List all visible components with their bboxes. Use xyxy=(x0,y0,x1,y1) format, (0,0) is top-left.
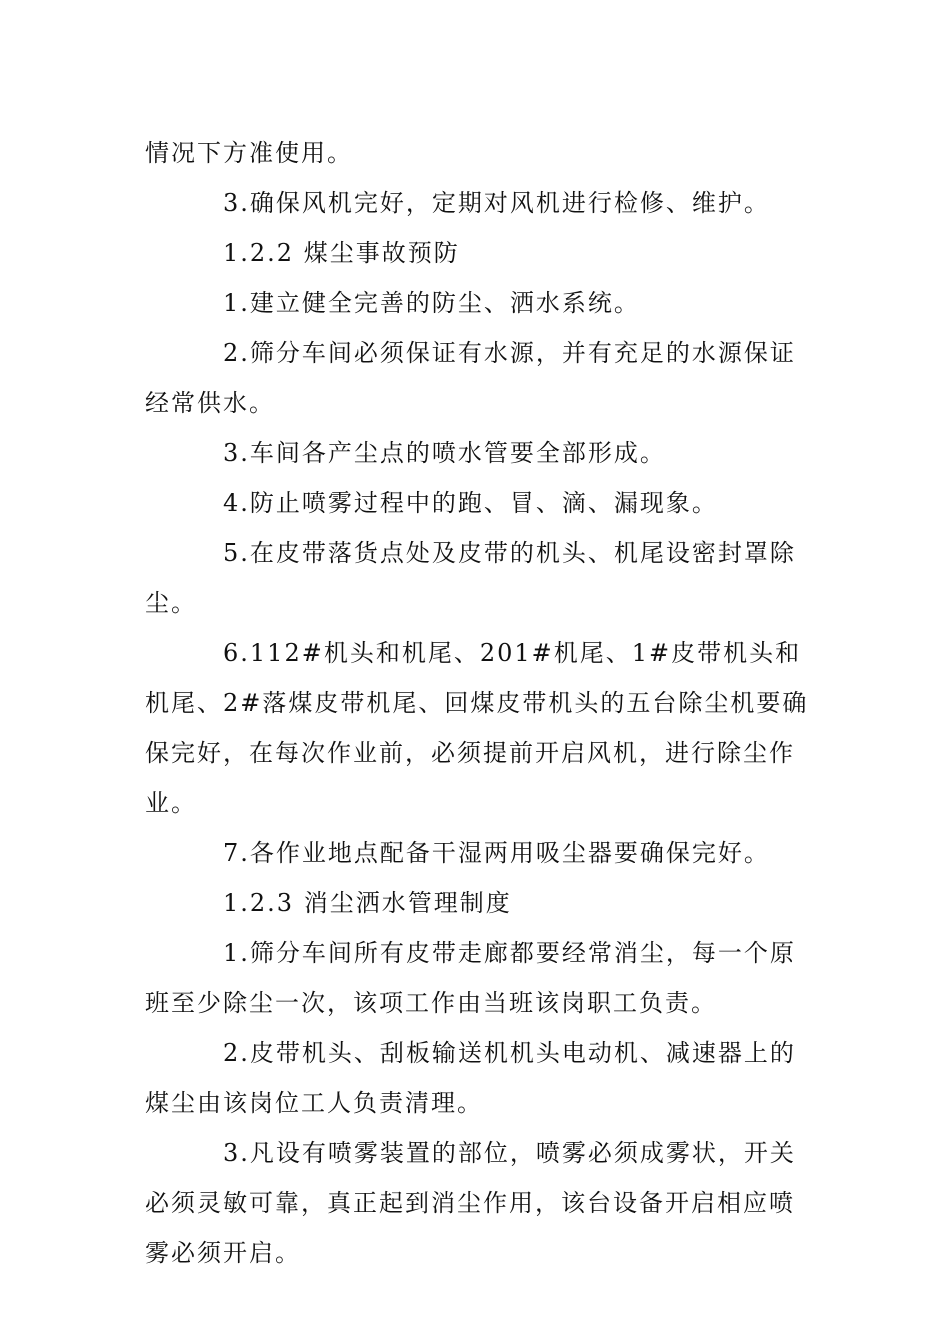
section-heading-dust-sprinkling-rules: 1.2.3 消尘洒水管理制度 xyxy=(223,889,512,917)
paragraph-sealed-covers: 5.在皮带落货点处及皮带的机头、机尾设密封罩除尘。 xyxy=(145,539,796,617)
paragraph-dust-system: 1.建立健全完善的防尘、洒水系统。 xyxy=(223,289,640,317)
paragraph-belt-corridors: 1.筛分车间所有皮带走廊都要经常消尘，每一个原班至少除尘一次，该项工作由当班该岗职工负责。 xyxy=(145,939,796,1017)
paragraph-continuation: 情况下方准使用。 xyxy=(145,139,353,167)
section-heading-coal-dust-prevention: 1.2.2 煤尘事故预防 xyxy=(223,239,460,267)
document-body xyxy=(145,128,810,1278)
paragraph-vacuum-cleaners: 7.各作业地点配备干湿两用吸尘器要确保完好。 xyxy=(223,839,770,867)
paragraph-spray-pipes: 3.车间各产尘点的喷水管要全部形成。 xyxy=(223,439,666,467)
paragraph-water-source: 2.筛分车间必须保证有水源，并有充足的水源保证经常供水。 xyxy=(145,339,796,417)
paragraph-spray-devices: 3.凡设有喷雾装置的部位，喷雾必须成雾状，开关必须灵敏可靠，真正起到消尘作用，该台设备开启相应喷雾必须开启。 xyxy=(145,1139,796,1267)
paragraph-dust-collectors: 6.112#机头和机尾、201#机尾、1#皮带机头和机尾、2#落煤皮带机尾、回煤皮带机头的五台除尘机要确保完好，在每次作业前，必须提前开启风机，进行除尘作业。 xyxy=(145,639,809,817)
paragraph-belt-head-cleaning: 2.皮带机头、刮板输送机机头电动机、减速器上的煤尘由该岗位工人负责清理。 xyxy=(145,1039,796,1117)
paragraph-fan-maintenance: 3.确保风机完好，定期对风机进行检修、维护。 xyxy=(223,189,770,217)
paragraph-spray-leaks: 4.防止喷雾过程中的跑、冒、滴、漏现象。 xyxy=(223,489,718,517)
